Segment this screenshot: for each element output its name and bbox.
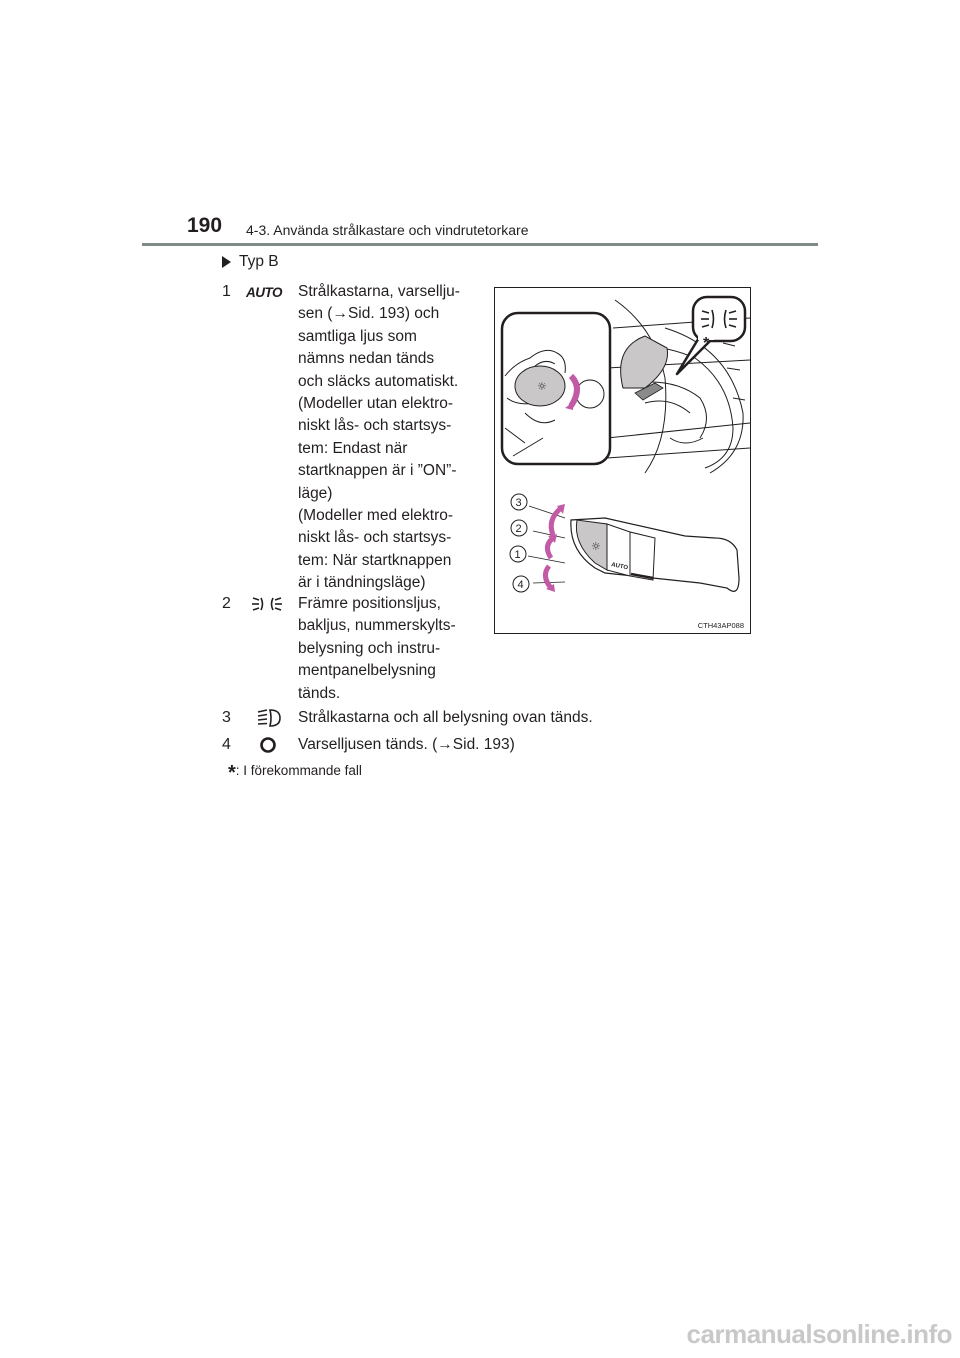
desc-line: tänds.: [298, 684, 341, 702]
desc-line: belysning och instru-: [298, 639, 441, 657]
page-number: 190: [187, 214, 223, 237]
desc-line: Främre positionsljus,: [298, 595, 441, 612]
footnote-text: : I förekommande fall: [235, 763, 362, 778]
lever-auto-label: AUTO: [610, 562, 629, 572]
desc-line: tem: När startknappen: [298, 551, 452, 569]
type-heading-label: Typ B: [239, 253, 279, 270]
desc-line: niskt lås- och startsys-: [298, 529, 452, 547]
callout-1: 1: [514, 549, 521, 561]
item-number-2: 2: [222, 595, 231, 612]
desc-line: startknappen är i ”ON”-: [298, 462, 457, 480]
item-4-description: Varselljusen tänds. (→Sid. 193): [298, 736, 515, 753]
watermark: carmanualsonline.info: [686, 1319, 952, 1349]
drl-icon: [259, 736, 277, 754]
desc-line: mentpanelbelysning: [298, 662, 436, 680]
desc-line: läge): [298, 484, 333, 502]
callout-3: 3: [515, 497, 522, 509]
desc-line: tem: Endast när: [298, 439, 408, 457]
desc-line: är i tändningsläge): [298, 574, 426, 592]
header-rule: [142, 243, 818, 246]
desc-line: niskt lås- och startsys-: [298, 417, 452, 435]
figure-code: CTH43AP088: [697, 621, 744, 630]
type-heading: [222, 253, 279, 271]
desc-line: sen (→Sid. 193) och: [298, 305, 440, 323]
item-number-4: 4: [222, 736, 231, 753]
figure-callouts: [510, 494, 529, 592]
desc-line: samtliga ljus som: [298, 327, 417, 345]
desc-line: nämns nedan tänds: [298, 350, 435, 368]
item-1-description: [298, 281, 478, 595]
sun-symbol-icon: ☼: [537, 380, 547, 393]
arrow-down-4: [545, 566, 551, 588]
headlight-switch-illustration: [495, 288, 750, 633]
auto-icon: AUTO: [246, 285, 283, 300]
footnote: [228, 762, 362, 785]
arrow-up-1: [547, 538, 553, 558]
item-2-description: [298, 593, 478, 705]
desc-line: bakljus, nummerskylts-: [298, 617, 456, 635]
desc-line: (Modeller utan elektro-: [298, 395, 454, 413]
item-3-description: Strålkastarna och all belysning ovan tänds.: [298, 709, 593, 726]
headlight-icon: [256, 707, 282, 729]
item-number-1: 1: [222, 283, 231, 300]
callout-4: 4: [517, 579, 524, 591]
lever-switch: [571, 518, 739, 591]
desc-line: Strålkastarna, varsellju-: [298, 283, 460, 300]
desc-line: och släcks automatiskt.: [298, 372, 459, 390]
item-number-3: 3: [222, 709, 231, 726]
desc-line: (Modeller med elektro-: [298, 507, 454, 525]
tail-lamp-icon: [252, 593, 282, 615]
callout-2: 2: [515, 523, 522, 535]
section-title: 4-3. Använda strålkastare och vindrutetorkare: [246, 222, 529, 238]
headlight-switch-figure: [494, 287, 751, 634]
asterisk-mark: *: [703, 335, 710, 352]
arrow-up-2: [551, 508, 561, 535]
lever-sun-icon: ☼: [591, 540, 601, 553]
meter-shade: [621, 336, 668, 388]
triangle-bullet-icon: [222, 256, 231, 268]
footnote-star: *: [228, 762, 236, 784]
